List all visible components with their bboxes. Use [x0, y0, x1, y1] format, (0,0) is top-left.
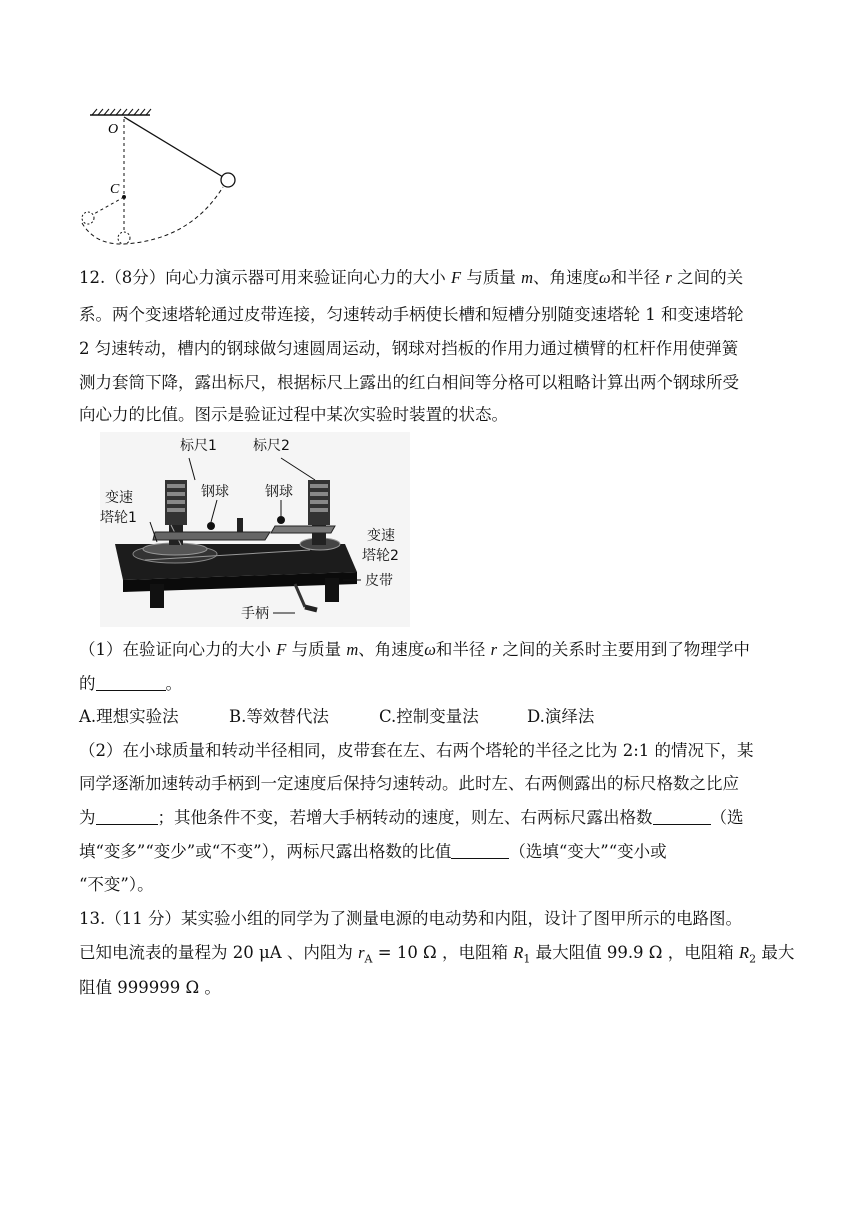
label-handle: 手柄: [241, 606, 269, 622]
q12-line-3: 2 匀速转动，槽内的钢球做匀速圆周运动，钢球对挡板的作用力通过横臂的杠杆作用使弹簧: [79, 339, 739, 358]
label-wheel1-a: 变速: [105, 490, 133, 506]
answer-blank-1[interactable]: [96, 674, 166, 691]
q12-line-5: 向心力的比值。图示是验证过程中某次实验时装置的状态。: [79, 405, 508, 424]
q12-sub2-line-3: 为 ；其他条件不变，若增大手柄转动的速度，则左、右两标尺露出格数 （选: [79, 808, 744, 827]
label-ball-left: 钢球: [201, 484, 229, 500]
label-C: C: [110, 182, 120, 197]
q12-sub1-line-1: （1）在验证向心力的大小 F 与质量 m、角速度ω和半径 r 之间的关系时主要用到了物理学中: [79, 640, 750, 659]
answer-blank-2[interactable]: [96, 808, 158, 825]
q12-sub2-line-2: 同学逐渐加速转动手柄到一定速度后保持匀速转动。此时左、右两侧露出的标尺格数之比应: [79, 774, 739, 793]
label-wheel1-b: 塔轮1: [100, 510, 137, 526]
answer-blank-3[interactable]: [653, 808, 711, 825]
label-ruler-2: 标尺2: [253, 438, 290, 454]
q13-line-1: 13.（11 分）某实验小组的同学为了测量电源的电动势和内阻，设计了图甲所示的电路图。: [79, 909, 742, 928]
q12-sub1-line-2: 的 。: [79, 674, 182, 693]
label-belt: 皮带: [365, 573, 393, 589]
q12-sub2-line-4: 填“变多”“变少”或“不变”），两标尺露出格数的比值 （选填“变大”“变小或: [79, 842, 667, 861]
option-d[interactable]: D.演绎法: [527, 707, 595, 726]
q12-line-1: 12.（8分）向心力演示器可用来验证向心力的大小 F 与质量 m、角速度ω和半径 r 之间的关: [79, 268, 744, 287]
label-wheel2-a: 变速: [367, 528, 395, 544]
label-O: O: [108, 122, 119, 137]
answer-blank-4[interactable]: [451, 842, 509, 859]
label-wheel2-b: 塔轮2: [362, 548, 399, 564]
q12-line-4: 测力套筒下降，露出标尺，根据标尺上露出的红白相间等分格可以粗略计算出两个钢球所受: [79, 373, 739, 392]
label-ruler-1: 标尺1: [180, 438, 217, 454]
q12-sub2-line-1: （2）在小球质量和转动半径相同，皮带套在左、右两个塔轮的半径之比为 2:1 的情况下，某: [79, 741, 754, 760]
option-c[interactable]: C.控制变量法: [379, 707, 479, 726]
q12-sub1-options: [79, 707, 594, 727]
q12-line-2: 系。两个变速塔轮通过皮带连接，匀速转动手柄使长槽和短槽分别随变速塔轮 1 和变速塔轮: [79, 305, 744, 324]
q12-sub2-line-5: “不变”）。: [79, 875, 154, 894]
centripetal-apparatus-figure: [95, 432, 415, 627]
q13-line-2: 已知电流表的量程为 20 μA 、内阻为 $r_A = 10$ Ω ，电阻箱 $R_1$ 最大阻值 99.9 Ω ，电阻箱 $R_2$ 最大: [79, 943, 795, 966]
option-a[interactable]: A.理想实验法: [79, 707, 179, 726]
option-b[interactable]: B.等效替代法: [229, 707, 329, 726]
label-ball-right: 钢球: [265, 484, 293, 500]
q13-line-3: 阻值 999999 Ω 。: [79, 978, 221, 997]
pendulum-figure: [70, 105, 250, 250]
